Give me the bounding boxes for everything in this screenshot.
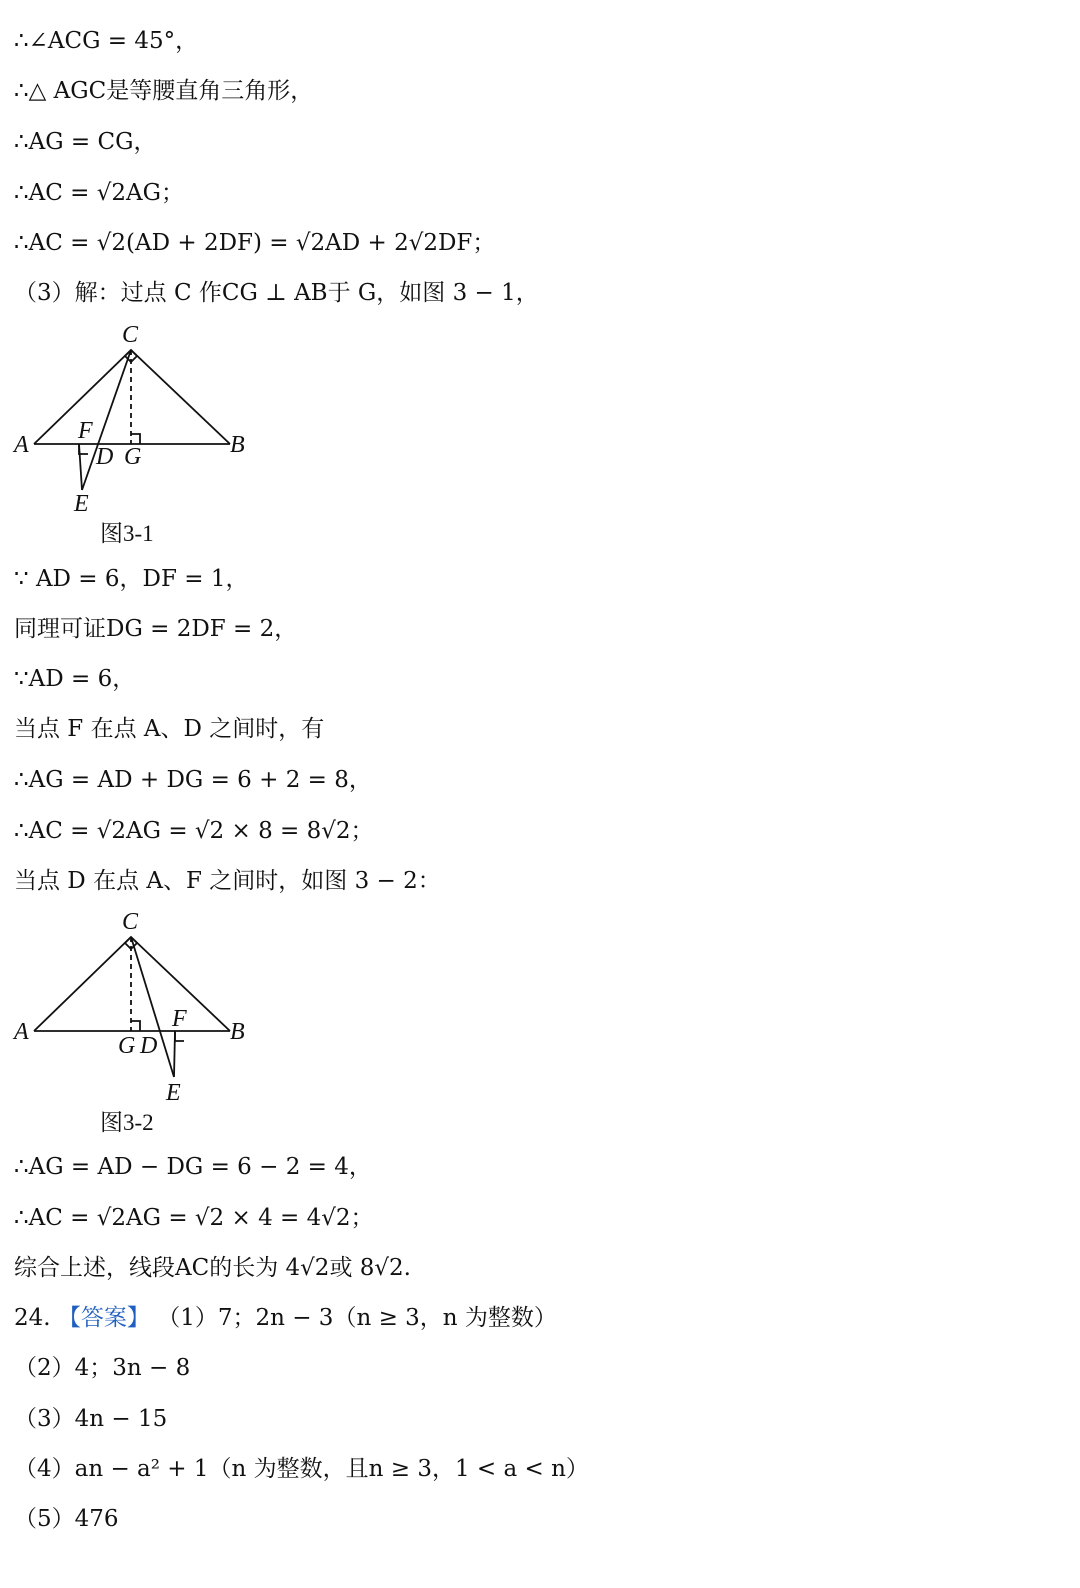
line-ag-eq-cg: ∴AG = CG，	[14, 129, 157, 155]
answer-tag: 【答案】	[57, 1305, 150, 1331]
answer-24	[14, 1303, 557, 1333]
answer-part1: （1）7；2n − 3（n ≥ 3，n 为整数）	[157, 1305, 557, 1331]
label-e: E	[74, 491, 89, 517]
figure-3-1	[10, 318, 270, 550]
label-d: D	[140, 1033, 158, 1059]
line-case1: 当点 F 在点 A、D 之间时，有	[14, 716, 325, 742]
line-part3-intro: （3）解：过点 C 作CG ⊥ AB于 G，如图 3 − 1，	[14, 280, 539, 306]
line-ad-eq-6: ∵AD = 6，	[14, 666, 136, 692]
side-bc	[131, 350, 230, 444]
answer-part5: （5）476	[14, 1506, 119, 1532]
question-number: 24.	[14, 1305, 51, 1331]
label-f: F	[78, 418, 93, 444]
line-conclusion: 综合上述，线段AC的长为 4√2或 8√2.	[14, 1255, 411, 1281]
answer-part2: （2）4；3n − 8	[14, 1355, 191, 1381]
line-triangle-agc: ∴△ AGC是等腰直角三角形，	[14, 78, 314, 104]
caption-3-2: 图3-2	[100, 1110, 154, 1135]
label-b: B	[230, 432, 245, 458]
label-d: D	[96, 444, 114, 470]
line-angle-acg: ∴∠ACG = 45°，	[14, 28, 199, 54]
right-angle-g	[131, 434, 140, 444]
label-c: C	[122, 909, 139, 935]
caption-3-1: 图3-1	[100, 521, 154, 546]
label-a: A	[14, 1019, 29, 1045]
line-given-ad-df: ∵ AD = 6，DF = 1，	[14, 566, 249, 592]
side-ac	[34, 937, 131, 1031]
label-b: B	[230, 1019, 245, 1045]
answer-part3: （3）4n − 15	[14, 1406, 168, 1432]
label-e: E	[166, 1080, 181, 1106]
line-ag-eq-4: ∴AG = AD − DG = 6 − 2 = 4，	[14, 1154, 372, 1180]
label-g: G	[118, 1033, 136, 1059]
line-ac-eq-8root2: ∴AC = √2AG = √2 × 8 = 8√2；	[14, 818, 374, 844]
line-ac-eq-root2-ag: ∴AC = √2AG；	[14, 180, 185, 206]
line-ac-expanded: ∴AC = √2(AD + 2DF) = √2AD + 2√2DF；	[14, 230, 496, 256]
line-ac-eq-4root2: ∴AC = √2AG = √2 × 4 = 4√2；	[14, 1205, 374, 1231]
answer-part4: （4）an − a² + 1（n 为整数，且n ≥ 3，1 < a < n）	[14, 1456, 589, 1482]
line-case2: 当点 D 在点 A、F 之间时，如图 3 − 2：	[14, 868, 441, 894]
right-angle-g	[131, 1021, 140, 1031]
right-angle-f	[175, 1031, 184, 1041]
label-f: F	[172, 1006, 187, 1032]
label-c: C	[122, 322, 139, 348]
line-ag-eq-8: ∴AG = AD + DG = 6 + 2 = 8，	[14, 767, 372, 793]
figure-3-2	[10, 905, 270, 1137]
label-g: G	[124, 444, 142, 470]
label-a: A	[14, 432, 29, 458]
line-dg-eq-2df: 同理可证DG = 2DF = 2，	[14, 616, 298, 642]
